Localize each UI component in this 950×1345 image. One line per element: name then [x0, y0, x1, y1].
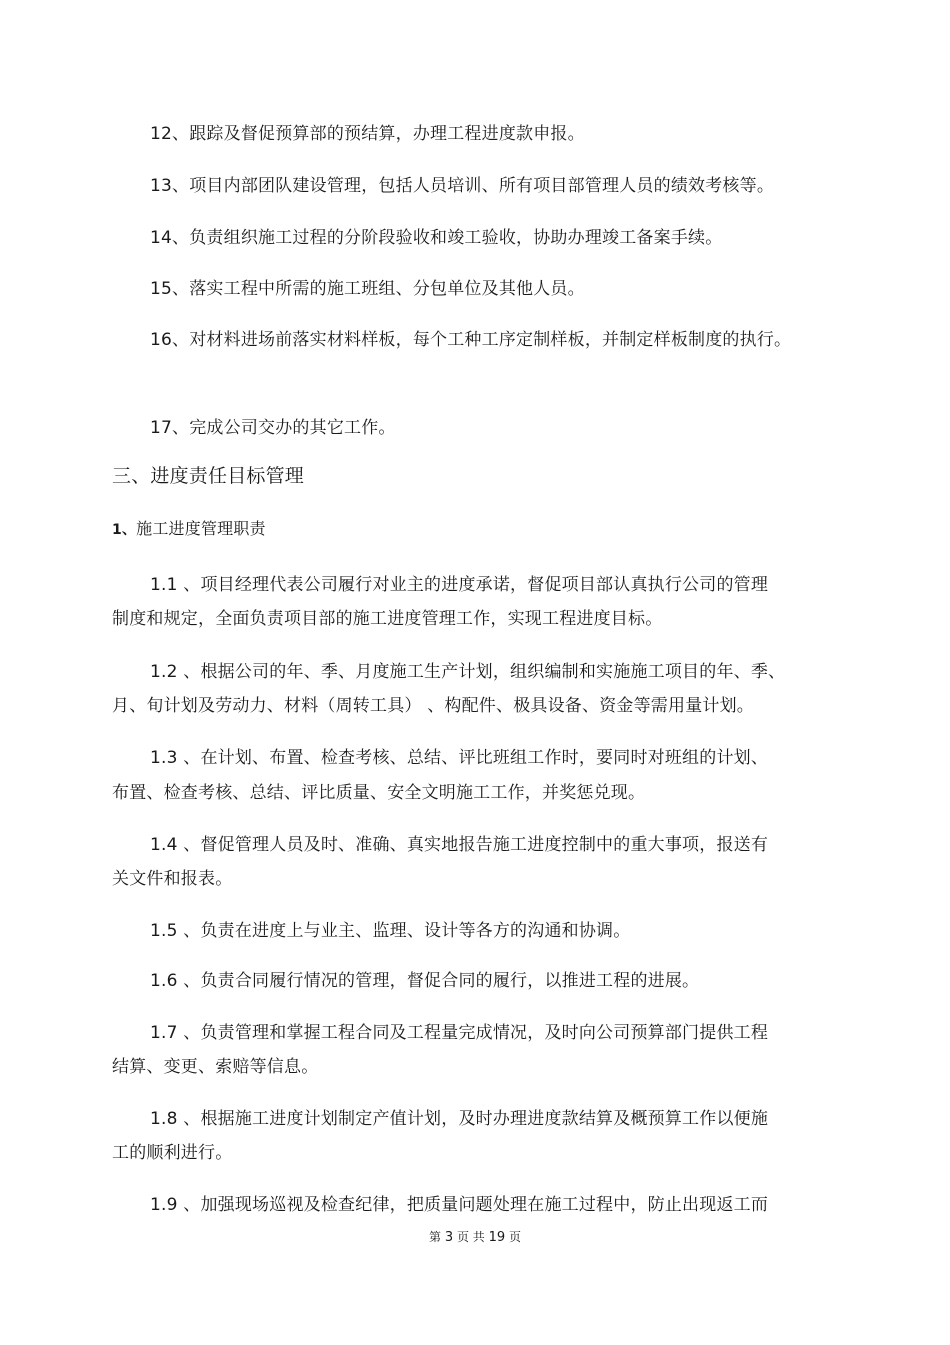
clause-1-8-line-1: 1.8 、根据施工进度计划制定产值计划，及时办理进度款结算及概预算工作以便施: [150, 1109, 769, 1129]
list-item-17: 17、完成公司交办的其它工作。: [150, 418, 396, 438]
clause-1-1-line-2: 制度和规定，全面负责项目部的施工进度管理工作，实现工程进度目标。: [112, 609, 663, 629]
clause-1-3-line-2: 布置、检查考核、总结、评比质量、安全文明施工工作，并奖惩兑现。: [112, 783, 646, 803]
clause-1-2-line-2: 月、旬计划及劳动力、材料（周转工具） 、构配件、极具设备、资金等需用量计划。: [112, 696, 755, 716]
clause-1-5: 1.5 、负责在进度上与业主、监理、设计等各方的沟通和协调。: [150, 921, 631, 941]
section-heading: 三、进度责任目标管理: [112, 465, 305, 487]
subsection-heading: [112, 517, 266, 542]
clause-1-6: 1.6 、负责合同履行情况的管理，督促合同的履行，以推进工程的进展。: [150, 971, 700, 991]
footer-middle: 页 共: [456, 1230, 485, 1244]
list-item-12: 12、跟踪及督促预算部的预结算，办理工程进度款申报。: [150, 124, 585, 144]
clause-1-7-line-1: 1.7 、负责管理和掌握工程合同及工程量完成情况，及时向公司预算部门提供工程: [150, 1023, 769, 1043]
clause-1-2-line-1: 1.2 、根据公司的年、季、月度施工生产计划，组织编制和实施施工项目的年、季、: [150, 662, 786, 682]
subsection-number: 1、: [112, 522, 137, 538]
clause-1-4-line-2: 关文件和报表。: [112, 869, 233, 889]
subsection-title: 施工进度管理职责: [136, 519, 266, 538]
clause-1-7-line-2: 结算、变更、索赔等信息。: [112, 1057, 319, 1077]
footer-suffix: 页: [508, 1230, 521, 1244]
list-item-13: 13、项目内部团队建设管理，包括人员培训、所有项目部管理人员的绩效考核等。: [150, 176, 775, 196]
clause-1-3-line-1: 1.3 、在计划、布置、检查考核、总结、评比班组工作时，要同时对班组的计划、: [150, 748, 769, 768]
page-footer: [0, 1228, 950, 1247]
list-item-14: 14、负责组织施工过程的分阶段验收和竣工验收，协助办理竣工备案手续。: [150, 228, 723, 248]
list-item-15: 15、落实工程中所需的施工班组、分包单位及其他人员。: [150, 279, 585, 299]
footer-prefix: 第: [429, 1230, 442, 1244]
clause-1-8-line-2: 工的顺利进行。: [112, 1143, 233, 1163]
clause-1-1-line-1: 1.1 、项目经理代表公司履行对业主的进度承诺，督促项目部认真执行公司的管理: [150, 575, 769, 595]
clause-1-4-line-1: 1.4 、督促管理人员及时、准确、真实地报告施工进度控制中的重大事项，报送有: [150, 835, 769, 855]
clause-1-9-line-1: 1.9 、加强现场巡视及检查纪律，把质量问题处理在施工过程中，防止出现返工而: [150, 1195, 769, 1215]
total-page-count: 19: [488, 1230, 506, 1245]
current-page-number: 3: [444, 1230, 454, 1245]
list-item-16: 16、对材料进场前落实材料样板，每个工种工序定制样板，并制定样板制度的执行。: [150, 330, 792, 350]
